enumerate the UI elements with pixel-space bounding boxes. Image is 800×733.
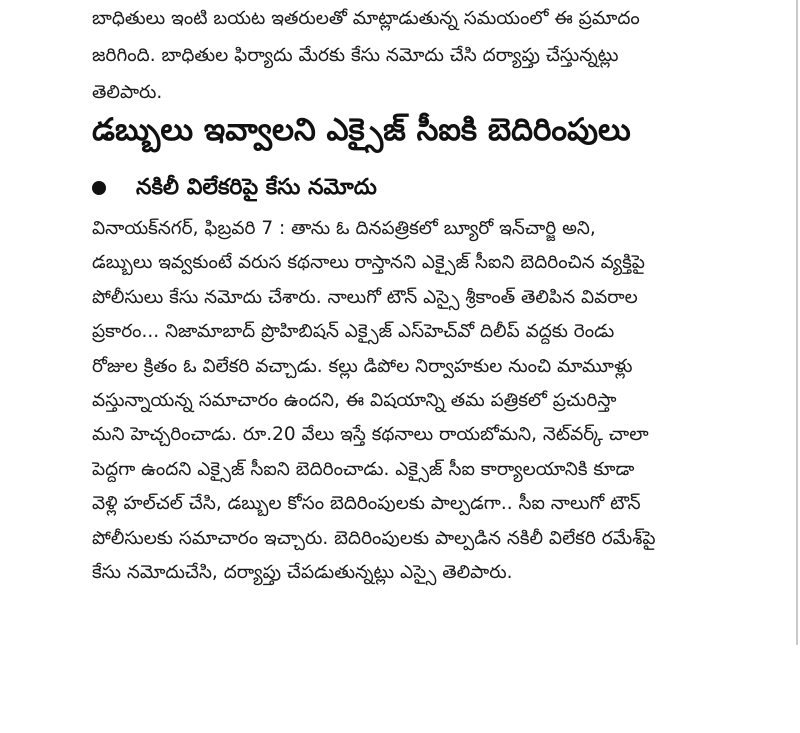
paragraph-line: పోలీసులు కేసు నమోదు చేశారు. నాలుగో టౌన్ ఎస్సై శ్రీకాంత్ తెలిపిన వివరాల — [92, 286, 638, 308]
column-divider — [796, 0, 798, 645]
paragraph-line: వస్తున్నాయన్న సమాచారం ఉందని, ఈ విషయాన్ని తమ పత్రికలో ప్రచురిస్తా — [92, 390, 617, 412]
paragraph-line: డబ్బులు ఇవ్వకుంటే వరుస కథనాలు రాస్తానని ఎక్సైజ్ సీఐని బెదిరించిన వ్యక్తిపై — [92, 252, 645, 274]
article-body — [92, 212, 792, 590]
paragraph-line: బాధితులు ఇంటి బయట ఇతరులతో మాట్లాడుతున్న సమయంలో ఈ ప్రమాదం — [92, 8, 640, 29]
paragraph-line: పోలీసులకు సమాచారం ఇచ్చారు. బెదిరింపులకు పాల్పడిన నకిలీ విలేకరి రమేశ్‌పై — [92, 527, 656, 549]
article-subheadline — [92, 168, 792, 208]
paragraph-line: వెళ్లి హల్‌చల్ చేసి, డబ్బుల కోసం బెదిరింపులకు పాల్పడగా.. సీఐ నాలుగో టౌన్ — [92, 493, 641, 515]
paragraph-line: ప్రకారం... నిజామాబాద్ ప్రొహిబిషన్ ఎక్సైజ్ ఎస్‌హెచ్‌వో దిలీప్ వద్దకు రెండు — [92, 321, 615, 343]
paragraph-line: మని హెచ్చరించాడు. రూ.20 వేలు ఇస్తే కథనాలు రాయబోమని, నెట్‌వర్క్ చాలా — [92, 424, 649, 446]
paragraph-line: పెద్దగా ఉందని ఎక్సైజ్ సీఐని బెదిరించాడు. ఎక్సైజ్ సీఐ కార్యాలయానికి కూడా — [92, 458, 635, 480]
bullet-icon — [92, 181, 106, 195]
previous-article-ending — [92, 0, 792, 111]
paragraph-line: రోజుల క్రితం ఓ విలేకరి వచ్చాడు. కల్లు డిపోల నిర్వాహకుల నుంచి మామూళ్లు — [92, 355, 633, 377]
paragraph-line: తెలిపారు. — [92, 82, 163, 103]
paragraph-line: వినాయక్‌నగర్, ఫిబ్రవరి 7 : తాను ఓ దినపత్రికలో బ్యూరో ఇన్‌చార్జి అని, — [92, 218, 596, 239]
paragraph-line: కేసు నమోదుచేసి, దర్యాప్తు చేపడుతున్నట్లు ఎస్సై తెలిపారు. — [92, 562, 513, 584]
article-headline: డబ్బులు ఇవ్వాలని ఎక్సైజ్ సీఐకి బెదిరింపులు — [92, 112, 631, 148]
paragraph-line: జరిగింది. బాధితుల ఫిర్యాదు మేరకు కేసు నమోదు చేసి దర్యాప్తు చేస్తున్నట్లు — [92, 45, 619, 66]
subheadline-text: నకిలీ విలేకరిపై కేసు నమోదు — [136, 175, 377, 200]
